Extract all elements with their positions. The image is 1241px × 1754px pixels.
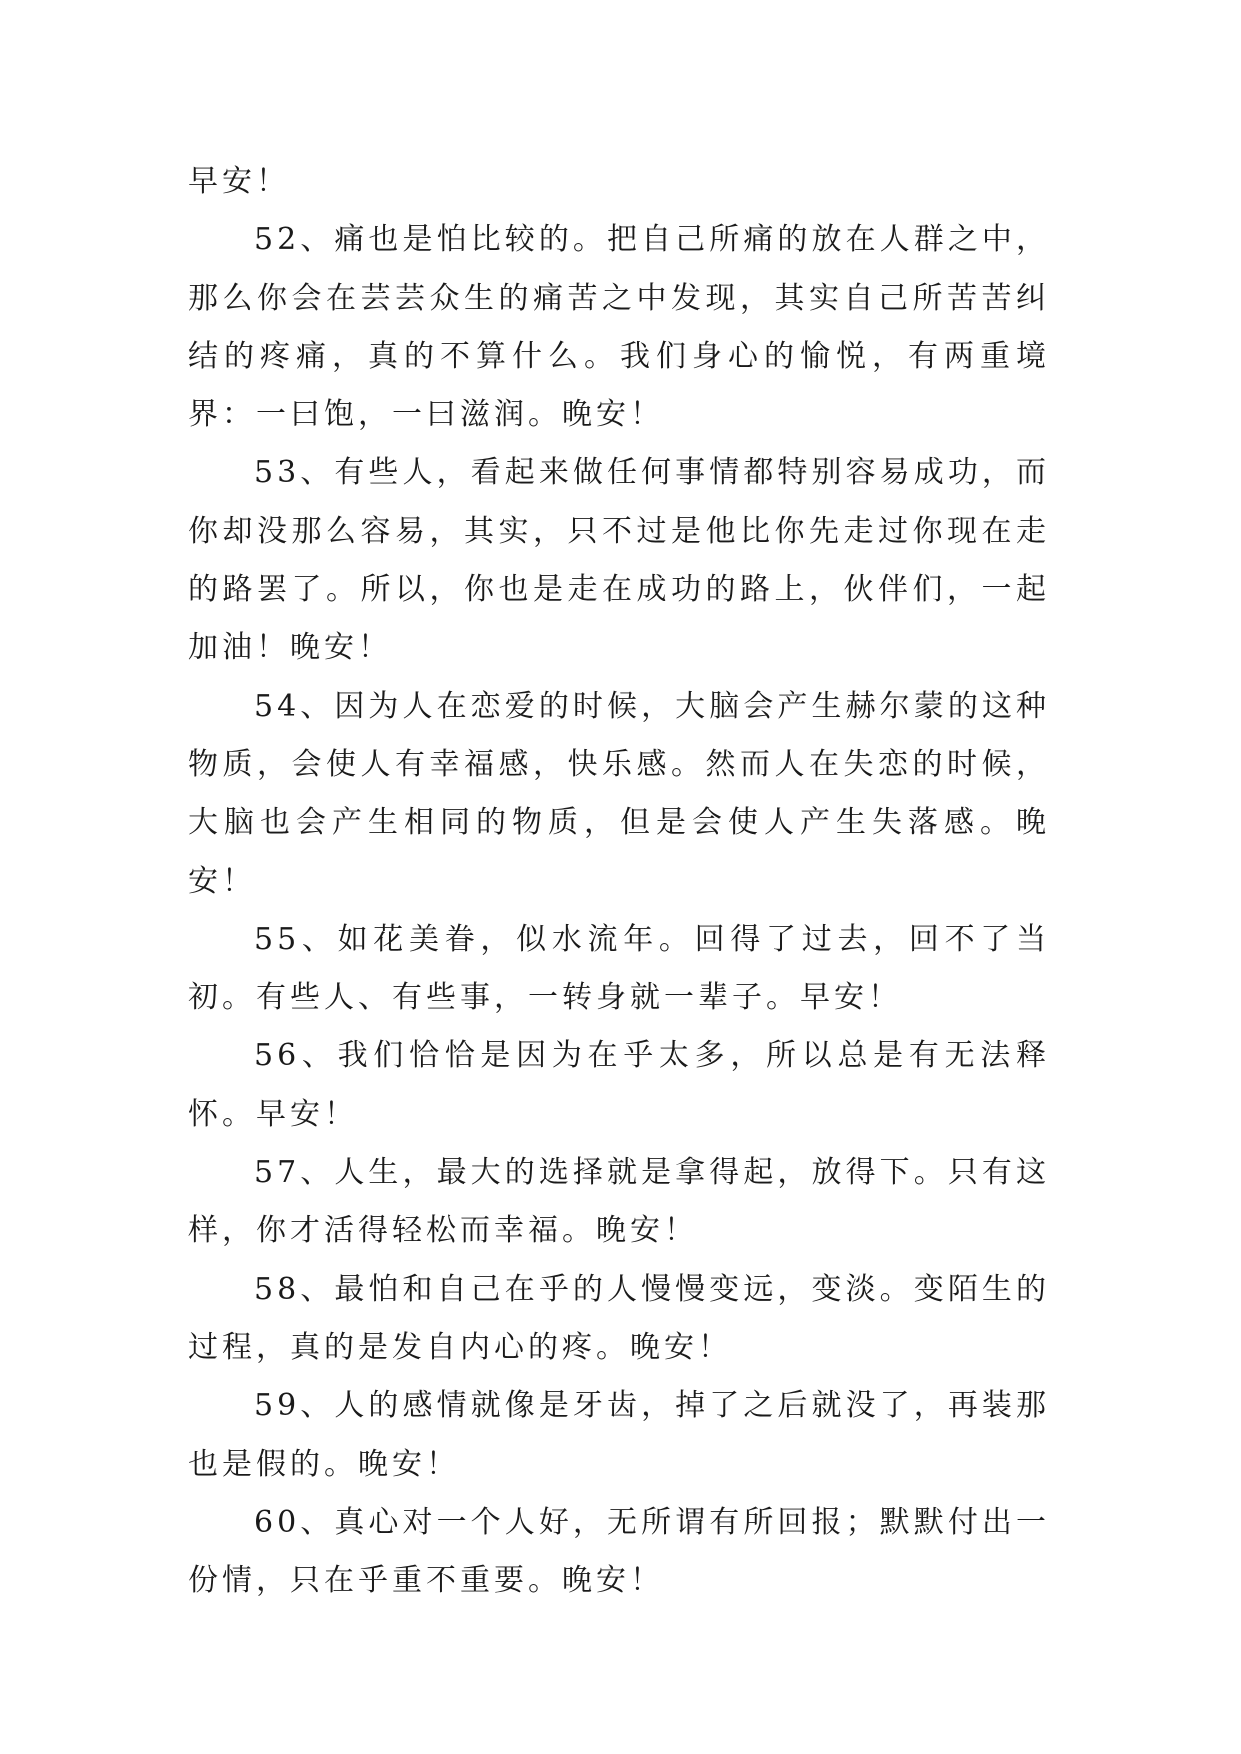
paragraph: 56、我们恰恰是因为在乎太多，所以总是有无法释怀。早安！ (188, 1038, 1050, 1132)
paragraph: 55、如花美眷，似水流年。回得了过去，回不了当初。有些人、有些事，一转身就一辈子。早安！ (188, 921, 1050, 1016)
paragraph: 53、有些人，看起来做任何事情都特别容易成功，而你却没那么容易，其实，只不过是他比你先走过你现在走的路罢了。所以，你也是走在成功的路上，伙伴们，一起加油！晚安！ (188, 455, 1050, 666)
paragraph: 60、真心对一个人好，无所谓有所回报；默默付出一份情，只在乎重不重要。晚安！ (188, 1504, 1050, 1599)
document-body (188, 153, 1050, 1610)
paragraph: 54、因为人在恋爱的时候，大脑会产生赫尔蒙的这种物质，会使人有幸福感，快乐感。然而人在失恋的时候，大脑也会产生相同的物质，但是会使人产生失落感。晚安！ (188, 688, 1050, 899)
paragraph: 59、人的感情就像是牙齿，掉了之后就没了，再装那也是假的。晚安！ (188, 1388, 1050, 1482)
paragraph: 57、人生，最大的选择就是拿得起，放得下。只有这样，你才活得轻松而幸福。晚安！ (188, 1155, 1050, 1249)
paragraph: 早安！ (188, 164, 290, 199)
paragraph: 58、最怕和自己在乎的人慢慢变远，变淡。变陌生的过程，真的是发自内心的疼。晚安！ (188, 1271, 1050, 1365)
paragraph: 52、痛也是怕比较的。把自己所痛的放在人群之中，那么你会在芸芸众生的痛苦之中发现，其实自己所苦苦纠结的疼痛，真的不算什么。我们身心的愉悦，有两重境界：一曰饱，一曰滋润。晚安！ (188, 222, 1050, 433)
